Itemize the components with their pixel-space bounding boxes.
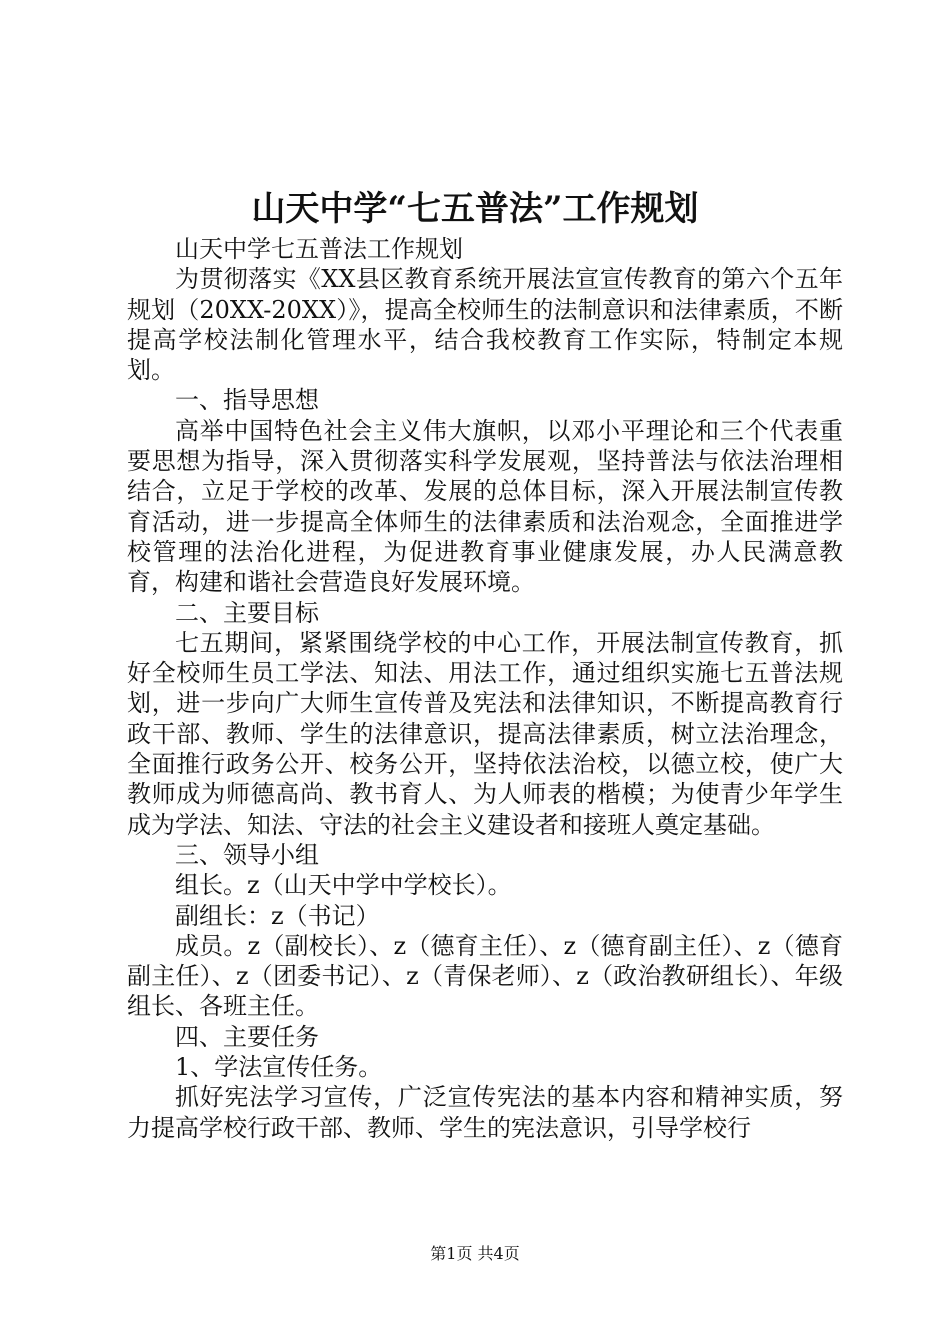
- section-heading-main-goals: 二、主要目标: [175, 598, 319, 627]
- document-body: [127, 234, 843, 1143]
- paragraph-members: 成员。z（副校长）、z（德育主任）、z（德育副主任）、z（德育副主任）、z（团委书记）、z（青保老师）、z（政治教研组长）、年级组长、各班主任。: [127, 931, 843, 1021]
- paragraph-main-goals: 七五期间，紧紧围绕学校的中心工作，开展法制宣传教育，抓好全校师生员工学法、知法、用法工作，通过组织实施七五普法规划，进一步向广大师生宣传普及宪法和法律知识，不断提高教育行政干部、教师、学生的法律意识，提高法律素质，树立法治理念，全面推行政务公开、校务公开，坚持依法治校，以德立校，使广大教师成为师德高尚、教书育人、为人师表的楷模；为使青少年学生成为学法、知法、守法的社会主义建设者和接班人奠定基础。: [127, 628, 843, 839]
- section-heading-leadership-group: 三、领导小组: [175, 840, 319, 869]
- subsection-heading-law-publicity: 1、学法宣传任务。: [175, 1053, 383, 1082]
- paragraph-intro: 为贯彻落实《XX县区教育系统开展法宣宣传教育的第六个五年规划（20XX-20XX）》，提高全校师生的法制意识和法律素质，不断提高学校法制化管理水平，结合我校教育工作实际，特制定本规划。: [127, 265, 843, 385]
- document-title: 山天中学“七五普法”工作规划: [251, 189, 699, 229]
- paragraph-group-leader: 组长。z（山天中学中学校长）。: [175, 871, 512, 900]
- page-footer: 第1页 共4页: [430, 1244, 520, 1263]
- section-heading-main-tasks: 四、主要任务: [175, 1022, 319, 1051]
- paragraph-subtitle: 山天中学七五普法工作规划: [175, 235, 463, 263]
- paragraph-law-publicity: 抓好宪法学习宣传，广泛宣传宪法的基本内容和精神实质，努力提高学校行政干部、教师、学生的宪法意识，引导学校行: [127, 1083, 843, 1142]
- paragraph-deputy-leader: 副组长：z（书记）: [175, 901, 380, 930]
- paragraph-guiding-ideology: 高举中国特色社会主义伟大旗帜，以邓小平理论和三个代表重要思想为指导，深入贯彻落实科学发展观，坚持普法与依法治理相结合，立足于学校的改革、发展的总体目标，深入开展法制宣传教育活动，进一步提高全体师生的法律素质和法治观念，全面推进学校管理的法治化进程，为促进教育事业健康发展，办人民满意教育，构建和谐社会营造良好发展环境。: [127, 416, 843, 597]
- section-heading-guiding-ideology: 一、指导思想: [175, 386, 319, 415]
